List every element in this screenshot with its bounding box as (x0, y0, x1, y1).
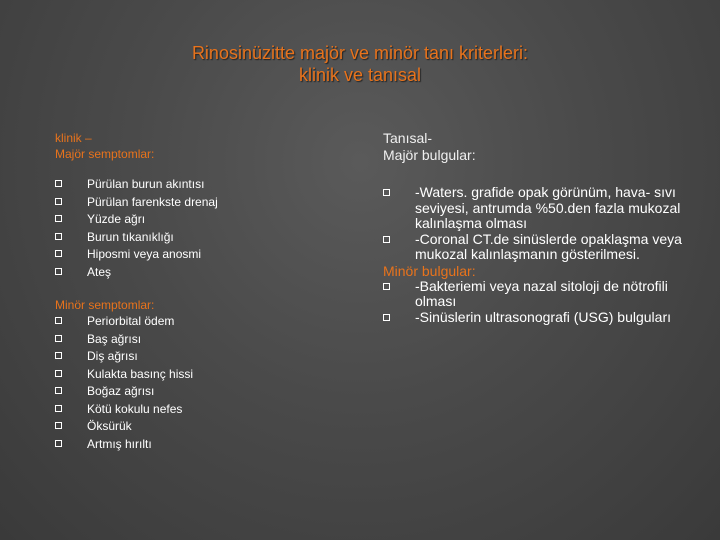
list-item: -Waters. grafide opak görünüm, hava- sıvı seviyesi, antrumda %50.den fazla mukozal kalınlaşma olması (383, 185, 683, 232)
checkbox-bullet-icon (55, 198, 62, 205)
clinical-column (55, 130, 325, 453)
checkbox-bullet-icon (55, 370, 62, 377)
slide-title-line2: klinik ve tanısal (298, 65, 422, 85)
list-item: Pürülan burun akıntısı (55, 176, 325, 194)
minor-findings-list (383, 279, 683, 326)
checkbox-bullet-icon (55, 422, 62, 429)
checkbox-bullet-icon (55, 387, 62, 394)
list-item: Hiposmi veya anosmi (55, 246, 325, 264)
checkbox-bullet-icon (55, 440, 62, 447)
list-item: Burun tıkanıklığı (55, 229, 325, 247)
list-item: -Sinüslerin ultrasonografi (USG) bulguları (383, 310, 683, 326)
major-findings-header: Majör bulgular: (383, 147, 476, 163)
major-findings-list (383, 185, 683, 263)
checkbox-bullet-icon (55, 233, 62, 240)
diagnostic-column (383, 130, 683, 325)
major-symptoms-header: Majör semptomlar: (55, 147, 155, 161)
major-symptoms-list (55, 176, 325, 281)
checkbox-bullet-icon (383, 189, 390, 196)
checkbox-bullet-icon (383, 314, 390, 321)
checkbox-bullet-icon (55, 405, 62, 412)
list-item: -Coronal CT.de sinüslerde opaklaşma veya mukozal kalınlaşmanın gösterilmesi. (383, 232, 683, 263)
list-item: Ateş (55, 264, 325, 282)
checkbox-bullet-icon (55, 215, 62, 222)
list-item: Boğaz ağrısı (55, 383, 325, 401)
list-item: Baş ağrısı (55, 331, 325, 349)
diagnostic-header: Tanısal- (383, 130, 433, 146)
clinical-header: klinik – (55, 131, 92, 145)
checkbox-bullet-icon (55, 317, 62, 324)
checkbox-bullet-icon (55, 352, 62, 359)
minor-symptoms-header: Minör semptomlar: (55, 298, 155, 312)
checkbox-bullet-icon (55, 180, 62, 187)
list-item: Yüzde ağrı (55, 211, 325, 229)
checkbox-bullet-icon (383, 283, 390, 290)
checkbox-bullet-icon (55, 250, 62, 257)
minor-symptoms-list (55, 313, 325, 453)
slide-title (0, 42, 720, 86)
list-item: Diş ağrısı (55, 348, 325, 366)
slide-title-line1: Rinosinüzitte majör ve minör tanı kriterleri: (191, 43, 529, 63)
list-item: Artmış hırıltı (55, 436, 325, 454)
checkbox-bullet-icon (55, 335, 62, 342)
list-item: Kulakta basınç hissi (55, 366, 325, 384)
list-item: Kötü kokulu nefes (55, 401, 325, 419)
list-item: -Bakteriemi veya nazal sitoloji de nötrofili olması (383, 279, 683, 310)
list-item: Öksürük (55, 418, 325, 436)
list-item: Periorbital ödem (55, 313, 325, 331)
checkbox-bullet-icon (55, 268, 62, 275)
list-item: Pürülan farenkste drenaj (55, 194, 325, 212)
minor-findings-header: Minör bulgular: (383, 262, 476, 279)
checkbox-bullet-icon (383, 236, 390, 243)
